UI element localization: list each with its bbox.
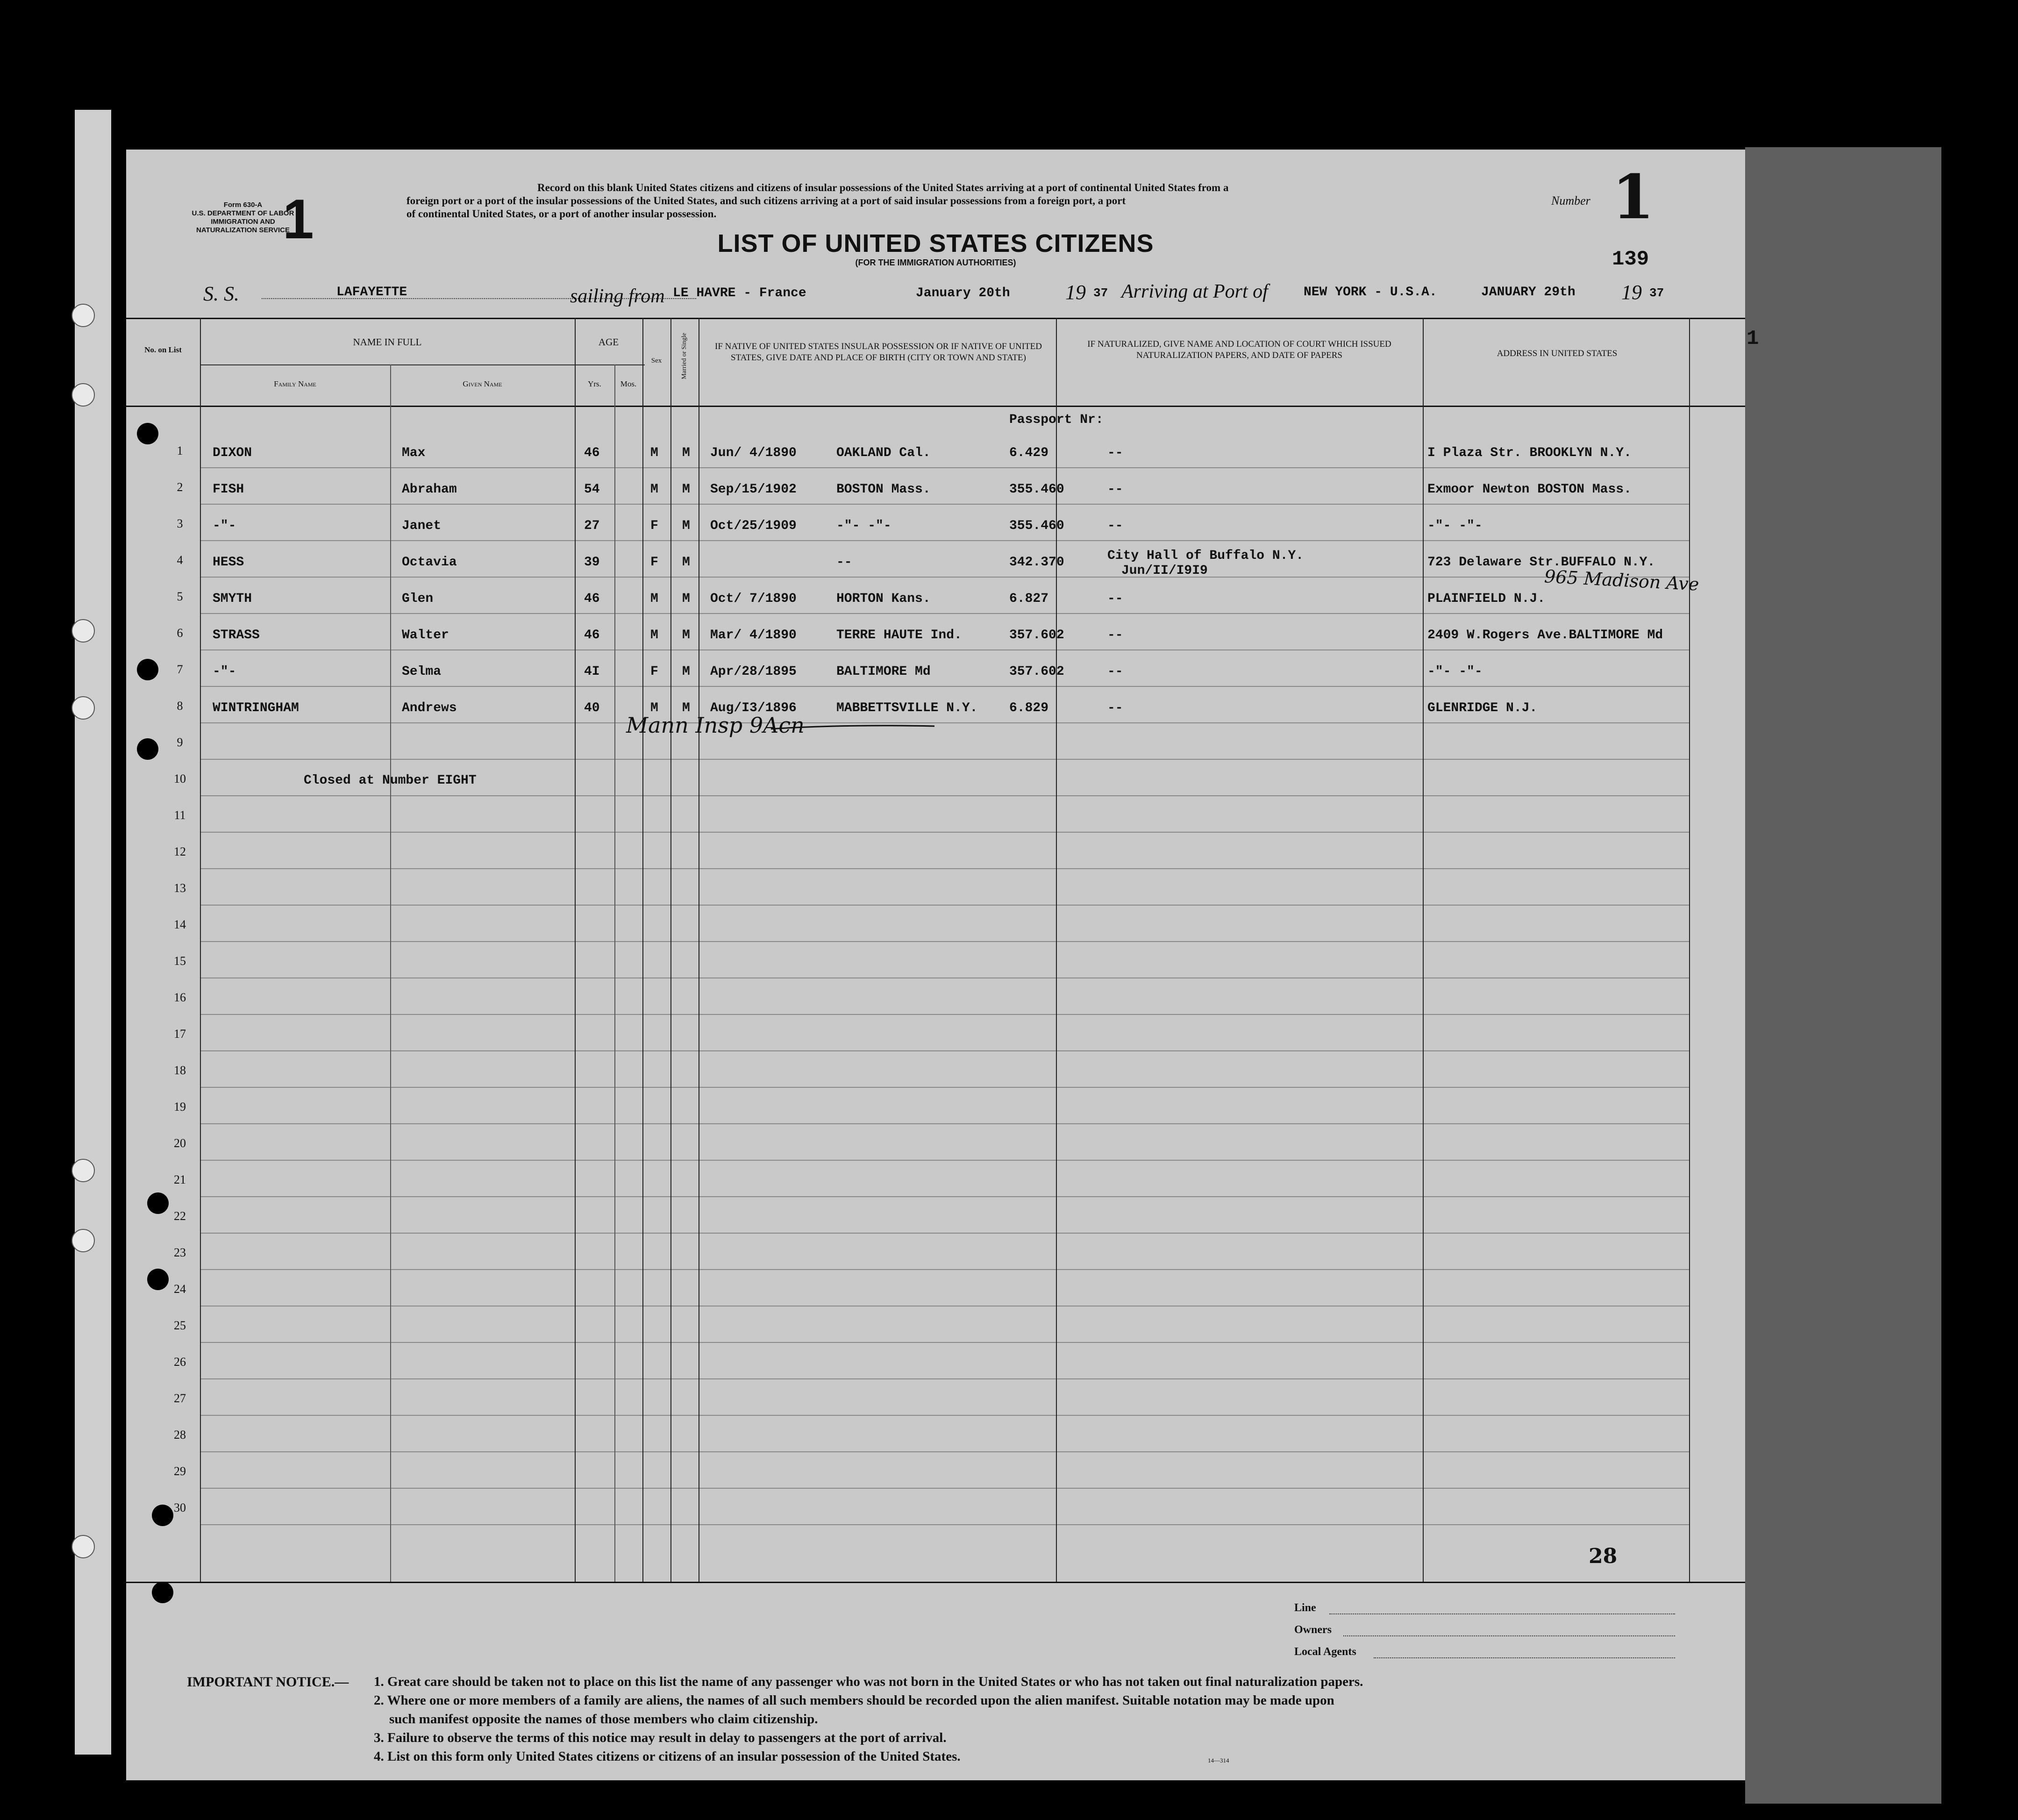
notice-title: IMPORTANT NOTICE.— — [187, 1674, 349, 1690]
sail-year: 37 — [1093, 286, 1108, 300]
binder-strip — [75, 110, 111, 1755]
row-number: 4 — [177, 553, 183, 567]
notice-2-cont: such manifest opposite the names of those members who claim citizenship. — [389, 1712, 818, 1727]
marital-status-cell: M — [682, 446, 690, 460]
local-agents-label: Local Agents — [1294, 1646, 1356, 1658]
binder-hole — [71, 1159, 95, 1182]
row-number: 12 — [174, 845, 186, 858]
passport-number-cell: 6.429 — [1009, 446, 1049, 460]
row-number: 2 — [177, 480, 183, 494]
family-name-cell: STRASS — [213, 628, 260, 642]
birth-place-cell: -"- -"- — [836, 519, 891, 533]
sheet-number: 28 — [1589, 1544, 1618, 1568]
handwritten-address-note: 965 Madison Ave — [1544, 566, 1700, 595]
notice-3: 3. Failure to observe the terms of this notice may result in delay to passengers at the port of arrival. — [374, 1730, 947, 1745]
adjacent-page-mark: 1 — [1747, 327, 1759, 350]
row-number: 18 — [174, 1063, 186, 1077]
row-rule — [201, 649, 1689, 650]
adjacent-page-edge — [1745, 147, 1941, 1804]
row-rule — [201, 1342, 1689, 1343]
row-rule — [201, 1488, 1689, 1489]
age-years-cell: 4I — [584, 664, 600, 679]
sail-year-prefix: 19 — [1065, 281, 1086, 304]
age-years-cell: 46 — [584, 446, 600, 460]
row-number: 29 — [174, 1464, 186, 1478]
marital-status-cell: M — [682, 664, 690, 679]
service-line-2: NATURALIZATION SERVICE — [196, 226, 290, 234]
col-line-mos — [642, 318, 643, 1582]
passport-number-cell: 6.829 — [1009, 701, 1049, 715]
ship-name: LAFAYETTE — [336, 285, 407, 300]
passport-number-cell: 342.370 — [1009, 555, 1064, 570]
age-subheader-rule — [575, 364, 645, 365]
col-line-given — [575, 318, 576, 1582]
row-number: 6 — [177, 626, 183, 640]
passport-number-cell: 355.460 — [1009, 482, 1064, 497]
family-name-cell: -"- — [213, 519, 236, 533]
sex-cell: M — [650, 628, 658, 642]
age-years-cell: 39 — [584, 555, 600, 570]
age-years-cell: 27 — [584, 519, 600, 533]
notice-4: 4. List on this form only United States citizens or citizens of an insular possession of the United States. — [374, 1749, 961, 1764]
sex-cell: M — [650, 446, 658, 460]
row-number: 25 — [174, 1319, 186, 1332]
binder-hole — [71, 1535, 95, 1558]
passport-number-cell: 357.602 — [1009, 628, 1064, 642]
row-rule — [201, 1524, 1689, 1525]
owners-label: Owners — [1294, 1624, 1332, 1636]
row-number: 11 — [174, 808, 186, 822]
row-number: 21 — [174, 1173, 186, 1186]
punch-hole — [137, 423, 158, 444]
binder-hole — [71, 304, 95, 327]
arrival-port: NEW YORK - U.S.A. — [1304, 285, 1437, 300]
row-rule — [201, 905, 1689, 906]
owners-field[interactable] — [1343, 1635, 1675, 1636]
row-number: 1 — [177, 444, 183, 457]
marital-status-cell: M — [682, 519, 690, 533]
naturalization-court-cell: -- — [1107, 701, 1123, 715]
birth-date-cell: Jun/ 4/1890 — [710, 446, 797, 460]
given-name-cell: Janet — [402, 519, 442, 533]
us-address-cell: PLAINFIELD N.J. — [1427, 592, 1546, 606]
naturalization-court-cell: -- — [1107, 519, 1123, 533]
row-number: 28 — [174, 1428, 186, 1442]
row-rule — [201, 1269, 1689, 1270]
us-address-cell: -"- -"- — [1427, 664, 1483, 679]
punch-hole — [152, 1582, 173, 1603]
service-line-1: IMMIGRATION AND — [211, 218, 275, 226]
row-rule — [201, 795, 1689, 796]
row-number: 15 — [174, 954, 186, 968]
row-number: 14 — [174, 918, 186, 931]
row-rule — [201, 1160, 1689, 1161]
col-line-sex — [670, 318, 671, 1582]
header-address: ADDRESS IN UNITED STATES — [1497, 349, 1618, 358]
arrival-year-prefix: 19 — [1621, 281, 1642, 304]
table-header-bottom — [126, 406, 1745, 407]
row-rule — [201, 1196, 1689, 1197]
sailing-from-label: sailing from — [570, 285, 665, 307]
punch-hole — [152, 1505, 173, 1526]
row-number: 5 — [177, 590, 183, 603]
row-rule — [201, 577, 1689, 578]
row-rule — [201, 1415, 1689, 1416]
header-sex: Sex — [651, 357, 662, 364]
col-line-naturalized — [1423, 318, 1424, 1582]
table-top-border — [126, 318, 1745, 319]
intro-text — [406, 181, 1612, 221]
family-name-cell: HESS — [213, 555, 244, 570]
family-name-cell: DIXON — [213, 446, 252, 460]
family-name-cell: SMYTH — [213, 592, 252, 606]
row-rule — [201, 467, 1689, 468]
col-line-family — [390, 364, 391, 1582]
row-rule — [201, 540, 1689, 541]
given-name-cell: Max — [402, 446, 426, 460]
us-address-cell: 723 Delaware Str.BUFFALO N.Y. — [1427, 555, 1655, 570]
page-title: LIST OF UNITED STATES CITIZENS — [717, 229, 1154, 257]
row-rule — [201, 1123, 1689, 1124]
family-name-cell: -"- — [213, 664, 236, 679]
row-number: 3 — [177, 517, 183, 530]
punch-hole — [137, 738, 158, 760]
birth-place-cell: -- — [836, 555, 852, 570]
binder-hole — [71, 619, 95, 642]
punch-hole — [137, 659, 158, 680]
header-name-in-full: NAME IN FULL — [353, 336, 422, 348]
family-name-cell: WINTRINGHAM — [213, 701, 299, 715]
passport-label: Passport Nr: — [1009, 413, 1104, 427]
row-rule — [201, 722, 1689, 723]
big-list-mark: 1 — [283, 188, 314, 250]
passport-number-cell: 357.602 — [1009, 664, 1064, 679]
given-name-cell: Andrews — [402, 701, 457, 715]
birth-date-cell: Sep/15/1902 — [710, 482, 797, 497]
department: U.S. DEPARTMENT OF LABOR — [192, 209, 294, 217]
row-number: 17 — [174, 1027, 186, 1041]
age-years-cell: 54 — [584, 482, 600, 497]
print-code: 14—314 — [1208, 1757, 1229, 1764]
row-number: 27 — [174, 1392, 186, 1405]
header-married-single: Married or Single — [681, 333, 688, 379]
punch-hole — [147, 1269, 169, 1290]
row-rule — [201, 1014, 1689, 1015]
signature-flourish — [771, 720, 939, 734]
marital-status-cell: M — [682, 555, 690, 570]
birth-place-cell: TERRE HAUTE Ind. — [836, 628, 962, 642]
col-line-birth — [1056, 318, 1057, 1582]
header-naturalized: IF NATURALIZED, GIVE NAME AND LOCATION OF COURT WHICH ISSUED NATURALIZATION PAPERS, AND DATE OF PAPERS — [1087, 339, 1391, 360]
birth-place-cell: MABBETTSVILLE N.Y. — [836, 701, 978, 715]
us-address-cell: -"- -"- — [1427, 519, 1483, 533]
passport-number-cell: 6.827 — [1009, 592, 1049, 606]
birth-date-cell: Oct/ 7/1890 — [710, 592, 797, 606]
sex-cell: M — [650, 482, 658, 497]
row-rule — [201, 1233, 1689, 1234]
inspector-signature: Mann Insp 9Acn — [626, 713, 805, 738]
row-rule — [201, 504, 1689, 505]
birth-place-cell: BALTIMORE Md — [836, 664, 931, 679]
row-rule — [201, 759, 1689, 760]
row-number: 10 — [174, 772, 186, 785]
given-name-cell: Glen — [402, 592, 434, 606]
sex-cell: F — [650, 555, 658, 570]
marital-status-cell: M — [682, 701, 690, 715]
punch-hole — [147, 1192, 169, 1214]
row-rule — [201, 832, 1689, 833]
row-number: 26 — [174, 1355, 186, 1369]
marital-status-cell: M — [682, 592, 690, 606]
header-yrs: Yrs. — [588, 379, 601, 388]
sex-cell: F — [650, 519, 658, 533]
row-rule — [201, 613, 1689, 614]
birth-place-cell: OAKLAND Cal. — [836, 446, 931, 460]
arrival-date: JANUARY 29th — [1481, 285, 1576, 300]
binder-hole — [71, 696, 95, 720]
marital-status-cell: M — [682, 628, 690, 642]
binder-hole — [71, 1229, 95, 1252]
binder-hole — [71, 383, 95, 407]
given-name-cell: Abraham — [402, 482, 457, 497]
line-field[interactable] — [1329, 1613, 1675, 1614]
row-number: 13 — [174, 881, 186, 895]
sex-cell: M — [650, 592, 658, 606]
passport-number-cell: 355.460 — [1009, 519, 1064, 533]
notice-1: 1. Great care should be taken not to place on this list the name of any passenger who was not born in the United States or who has not taken out final naturalization papers. — [374, 1674, 1363, 1689]
naturalization-court-cell: -- — [1107, 592, 1123, 606]
naturalization-court-cell: -- — [1107, 482, 1123, 497]
row-number: 22 — [174, 1209, 186, 1223]
number-label: Number — [1551, 194, 1590, 207]
header-age: AGE — [598, 336, 619, 348]
marital-status-cell: M — [682, 482, 690, 497]
given-name-cell: Walter — [402, 628, 449, 642]
family-name-cell: FISH — [213, 482, 244, 497]
local-agents-field[interactable] — [1374, 1657, 1675, 1658]
table-bottom-border — [126, 1582, 1745, 1583]
row-number: 8 — [177, 699, 183, 713]
header-no-on-list: No. on List — [144, 345, 182, 354]
naturalization-court-cell: -- — [1107, 446, 1123, 460]
row-rule — [201, 941, 1689, 942]
ss-label: S. S. — [203, 282, 239, 305]
birth-date-cell: Apr/28/1895 — [710, 664, 797, 679]
manifest-page — [126, 150, 1745, 1780]
birth-date-cell: Aug/I3/1896 — [710, 701, 797, 715]
birth-place-cell: BOSTON Mass. — [836, 482, 931, 497]
age-years-cell: 46 — [584, 592, 600, 606]
line-label: Line — [1294, 1602, 1316, 1614]
notice-2: 2. Where one or more members of a family are aliens, the names of all such members should be recorded upon the alien manifest. Suitable notation may be made upon — [374, 1693, 1334, 1708]
row-rule — [201, 1451, 1689, 1452]
header-birth: IF NATIVE OF UNITED STATES INSULAR POSSESSION OR IF NATIVE OF UNITED STATES, GIVE DATE AND PLACE OF BIRTH (CITY OR TOWN AND STATE) — [715, 342, 1042, 363]
birth-place-cell: HORTON Kans. — [836, 592, 931, 606]
header-family-name: Family Name — [274, 379, 316, 388]
naturalization-date-cell: Jun/II/I9I9 — [1121, 564, 1208, 578]
sex-cell: M — [650, 701, 658, 715]
row-number: 24 — [174, 1282, 186, 1296]
row-rule — [201, 1378, 1689, 1379]
row-rule — [201, 1087, 1689, 1088]
row-rule — [201, 686, 1689, 687]
row-number: 20 — [174, 1136, 186, 1150]
naturalization-court-cell: -- — [1107, 664, 1123, 679]
birth-date-cell: Mar/ 4/1890 — [710, 628, 797, 642]
col-line-address — [1689, 318, 1690, 1582]
number-value: 1 — [1612, 161, 1654, 233]
sail-date: January 20th — [916, 286, 1010, 300]
arrival-year: 37 — [1649, 286, 1664, 300]
sailing-from: LE HAVRE - France — [673, 286, 806, 300]
naturalization-court-cell: City Hall of Buffalo N.Y. — [1107, 549, 1304, 563]
us-address-cell: GLENRIDGE N.J. — [1427, 701, 1538, 715]
row-rule — [201, 868, 1689, 869]
birth-date-cell: Oct/25/1909 — [710, 519, 797, 533]
given-name-cell: Selma — [402, 664, 442, 679]
closed-note: Closed at Number EIGHT — [304, 773, 477, 788]
given-name-cell: Octavia — [402, 555, 457, 570]
form-id: Form 630-A — [223, 201, 263, 209]
row-number: 9 — [177, 735, 183, 749]
age-years-cell: 40 — [584, 701, 600, 715]
intro-line-2: foreign port or a port of the insular possessions of the United States, and such citizens arriving at a port of said insular possessions from a foreign port, a port — [406, 195, 1126, 207]
row-number: 30 — [174, 1501, 186, 1514]
row-rule — [201, 1050, 1689, 1051]
header-given-name: Given Name — [463, 379, 502, 388]
row-number: 19 — [174, 1100, 186, 1113]
row-number: 16 — [174, 991, 186, 1004]
sex-cell: F — [650, 664, 658, 679]
intro-line-3: of continental United States, or a port of another insular possession. — [406, 208, 717, 220]
page-number: 139 — [1612, 248, 1649, 271]
us-address-cell: Exmoor Newton BOSTON Mass. — [1427, 482, 1632, 497]
arriving-label: Arriving at Port of — [1121, 281, 1268, 302]
age-years-cell: 46 — [584, 628, 600, 642]
us-address-cell: I Plaza Str. BROOKLYN N.Y. — [1427, 446, 1632, 460]
us-address-cell: 2409 W.Rogers Ave.BALTIMORE Md — [1427, 628, 1663, 642]
row-number: 7 — [177, 663, 183, 676]
page-subtitle: (FOR THE IMMIGRATION AUTHORITIES) — [855, 258, 1016, 267]
naturalization-court-cell: -- — [1107, 628, 1123, 642]
col-line-yrs — [614, 364, 615, 1582]
intro-line-1: Record on this blank United States citizens and citizens of insular possessions of the United States arriving at a port of continental United States from a — [537, 182, 1229, 193]
header-mos: Mos. — [620, 379, 637, 388]
row-number: 23 — [174, 1246, 186, 1259]
